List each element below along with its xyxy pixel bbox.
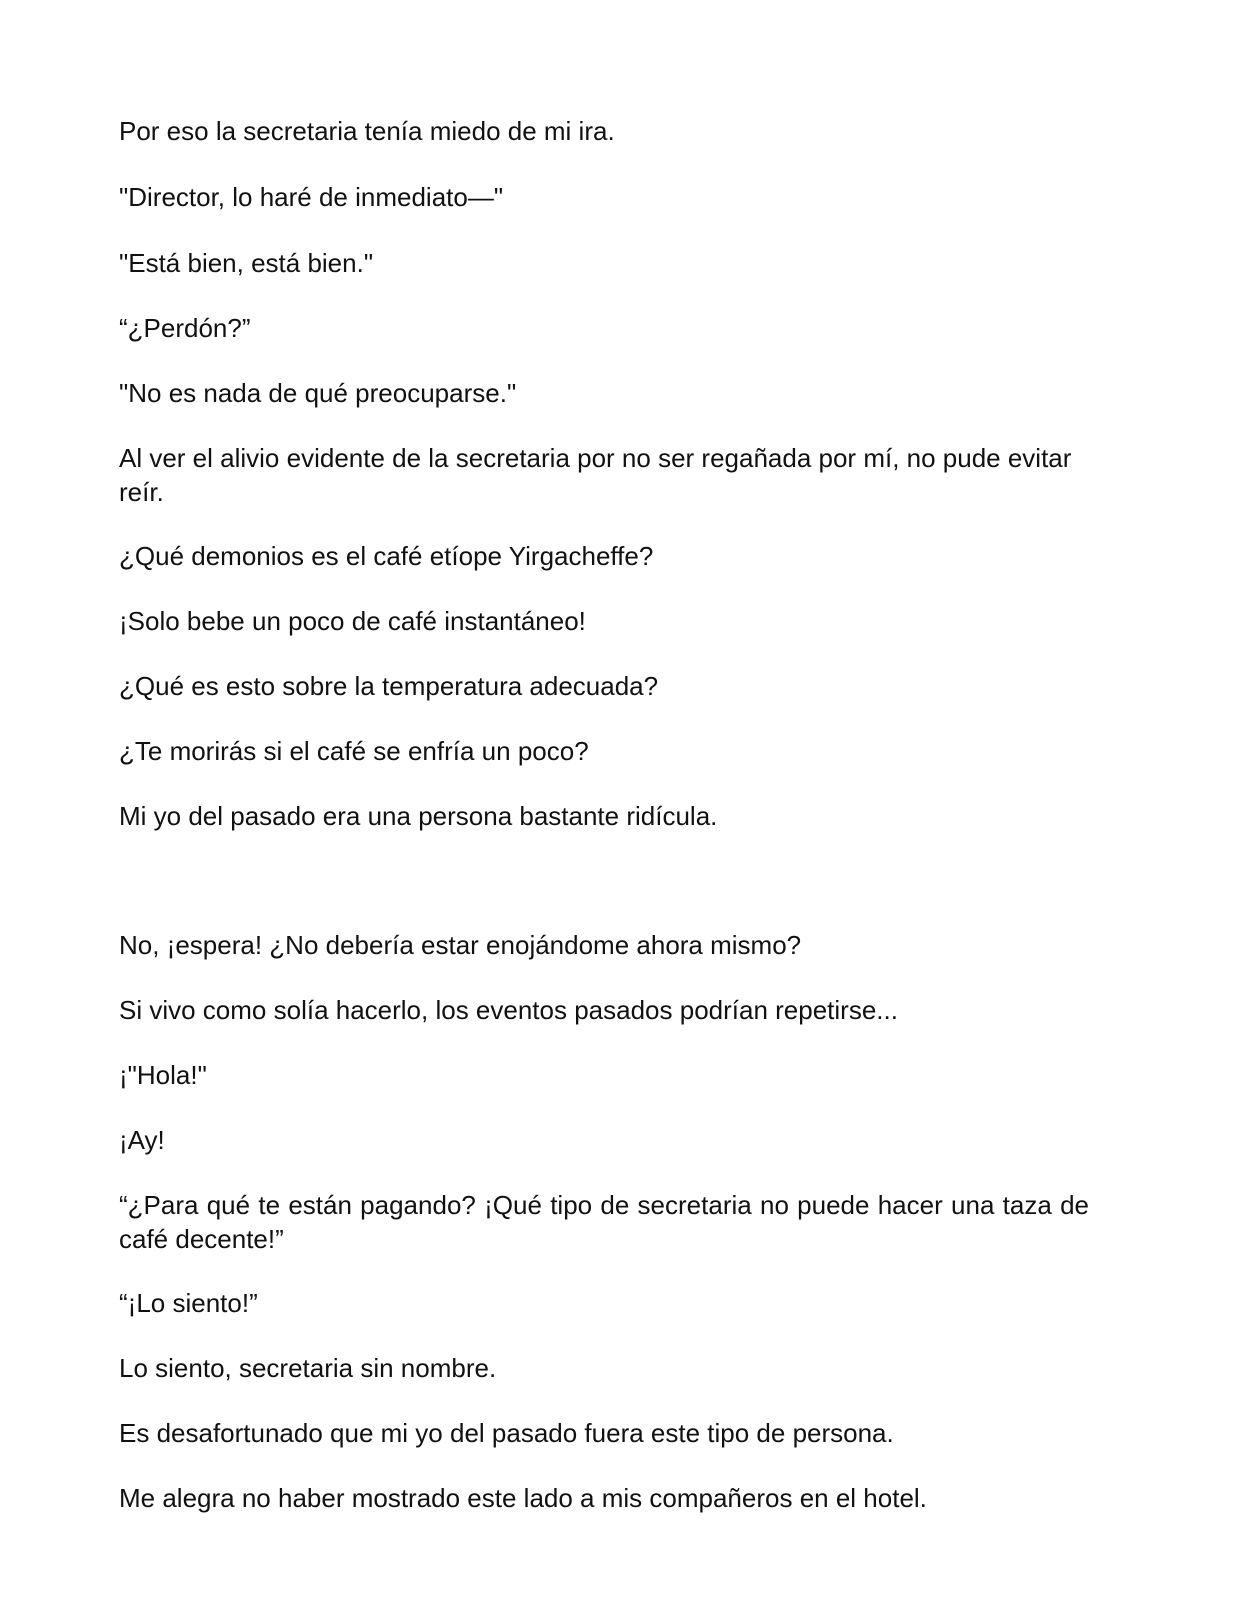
- paragraph: Mi yo del pasado era una persona bastante ridícula.: [119, 801, 718, 831]
- paragraph: Por eso la secretaria tenía miedo de mi ira.: [119, 116, 615, 146]
- paragraph: ¿Te morirás si el café se enfría un poco?: [119, 736, 589, 766]
- paragraph: ¿Qué es esto sobre la temperatura adecuada?: [119, 671, 659, 701]
- paragraph: Es desafortunado que mi yo del pasado fuera este tipo de persona.: [119, 1418, 894, 1448]
- paragraph: "Está bien, está bien.": [119, 248, 374, 278]
- paragraph: Lo siento, secretaria sin nombre.: [119, 1353, 497, 1383]
- paragraph: “¡Lo siento!”: [119, 1288, 258, 1318]
- paragraph: "No es nada de qué preocuparse.": [119, 378, 517, 408]
- paragraph: Si vivo como solía hacerlo, los eventos pasados podrían repetirse...: [119, 995, 898, 1025]
- paragraph: No, ¡espera! ¿No debería estar enojándome ahora mismo?: [119, 930, 802, 960]
- paragraph: ¿Qué demonios es el café etíope Yirgacheffe?: [119, 541, 654, 571]
- paragraph: “¿Para qué te están pagando? ¡Qué tipo de secretaria no puede hacer una taza de café decente!”: [119, 1190, 1089, 1254]
- paragraph: “¿Perdón?”: [119, 313, 251, 343]
- paragraph: Me alegra no haber mostrado este lado a mis compañeros en el hotel.: [119, 1483, 927, 1513]
- paragraph: Al ver el alivio evidente de la secretaria por no ser regañada por mí, no pude evitar reír.: [119, 443, 1072, 507]
- paragraph: ¡"Hola!": [119, 1060, 207, 1090]
- paragraph: "Director, lo haré de inmediato—": [119, 182, 504, 212]
- paragraph: ¡Ay!: [119, 1125, 165, 1155]
- paragraph: ¡Solo bebe un poco de café instantáneo!: [119, 606, 586, 636]
